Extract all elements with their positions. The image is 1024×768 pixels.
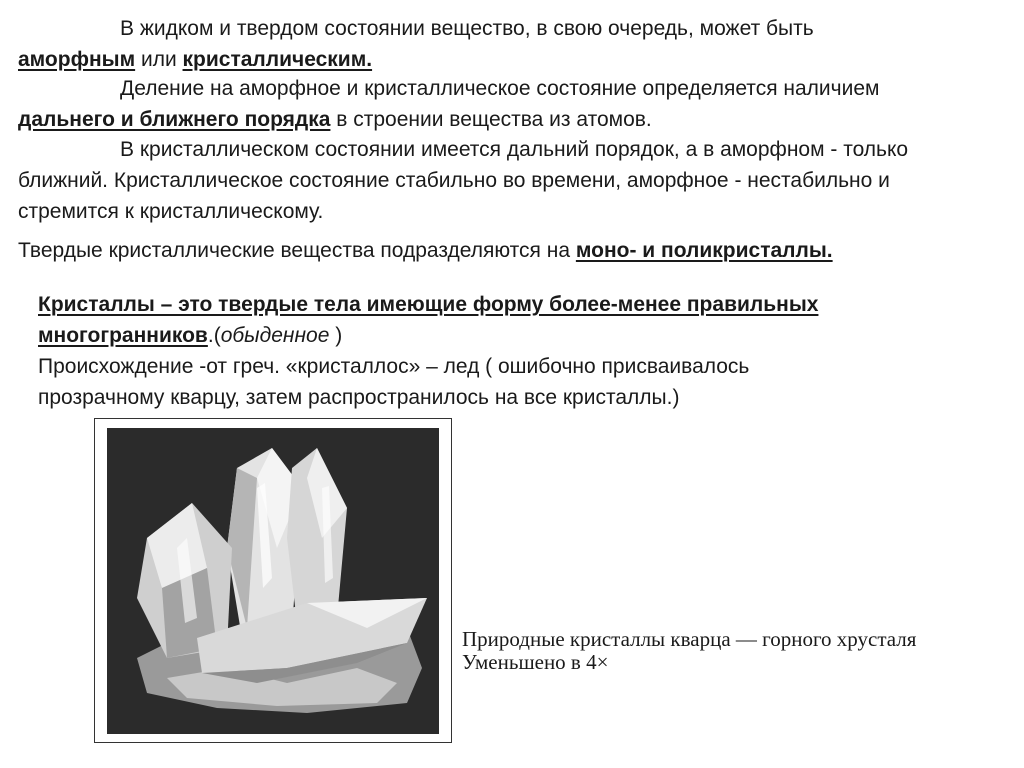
definition-block [38,289,938,413]
paragraph-mono-poly [18,235,1008,266]
paragraph-line: ближний. Кристаллическое состояние стабильно во времени, аморфное - нестабильно и [18,169,890,192]
paragraph-line: стремится к кристаллическому. [18,200,324,223]
caption-scale: Уменьшено в 4× [462,650,609,674]
quartz-crystal-image [107,428,439,734]
origin-line1: Происхождение -от греч. «кристаллос» – лед ( ошибочно присваивалось [38,355,750,378]
origin-line2: прозрачному кварцу, затем распространилось на все кристаллы.) [38,386,680,409]
definition-term-line1: Кристаллы – это твердые тела имеющие форму более-менее правильных [38,293,819,316]
definition-term-line2: многогранников [38,324,208,347]
photo-caption [462,628,1022,674]
paragraph-line: В кристаллическом состоянии имеется дальний порядок, а в аморфном - только [120,138,909,161]
paragraph-amorphous-crystalline [18,13,1008,75]
joiner-text: или [140,48,177,71]
paragraph-text: Твердые кристаллические вещества подразделяются на [18,239,571,262]
paren-open: .( [207,324,221,347]
paragraph-order [18,73,1008,135]
paragraph-tail: в строении вещества из атомов. [336,108,652,131]
term-amorphous: аморфным [18,48,136,71]
paren-close: ) [329,324,343,347]
paragraph-text: Деление на аморфное и кристаллическое состояние определяется наличием [120,77,880,100]
term-long-short-range-order: дальнего и ближнего порядка [18,108,331,131]
paragraph-stability [18,134,1008,227]
caption-title: Природные кристаллы кварца — горного хрусталя [462,627,917,651]
paragraph-text: В жидком и твердом состоянии вещество, в свою очередь, может быть [120,17,814,40]
term-mono-polycrystals: моно- и поликристаллы. [575,239,833,262]
note-ordinary: обыденное [220,324,330,347]
term-crystalline: кристаллическим. [182,48,373,71]
quartz-crystal-photo [94,418,452,743]
